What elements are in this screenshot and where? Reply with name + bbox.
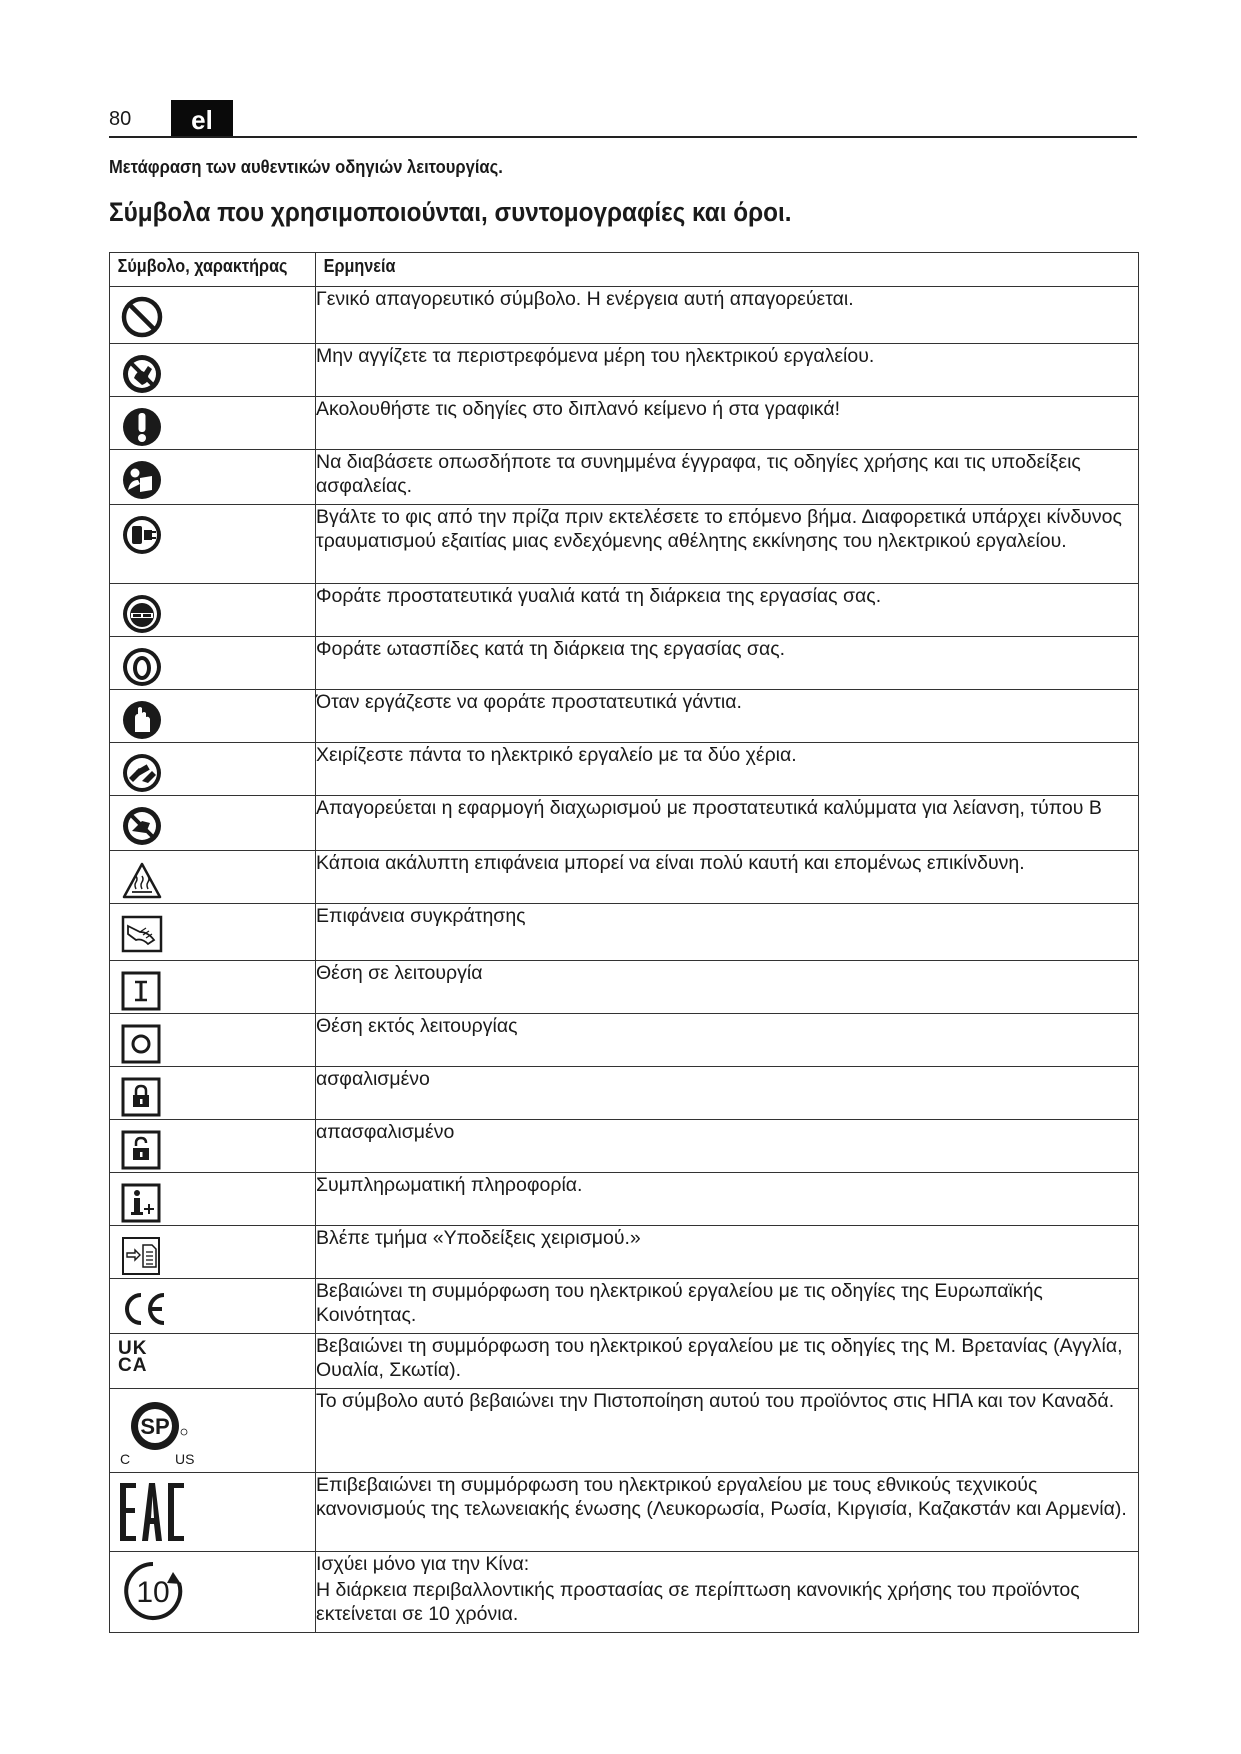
row-text: Γενικό απαγορευτικό σύμβολο. Η ενέργεια αυτή απαγορεύεται. [316,287,1139,344]
row-text: Μην αγγίζετε τα περιστρεφόμενα μέρη του ηλεκτρικού εργαλείου. [316,344,1139,397]
table-header-row [110,253,1139,287]
row-text: ασφαλισμένο [316,1067,1139,1120]
document-subtitle: Μετάφραση των αυθεντικών οδηγιών λειτουργίας. [109,157,503,177]
row-text: απασφαλισμένο [316,1120,1139,1173]
table-row [110,851,1139,904]
svg-text:SP: SP [140,1414,170,1439]
header-symbol: Σύμβολο, χαρακτήρας [110,253,295,287]
row-text: Συμπληρωματική πληροφορία. [316,1173,1139,1226]
table-row [110,1334,1139,1389]
table-row [110,584,1139,637]
row-text: Φοράτε προστατευτικά γυαλιά κατά τη διάρκεια της εργασίας σας. [316,584,1139,637]
gloves-icon [120,698,164,742]
prohibition-icon [120,295,164,339]
table-row [110,1014,1139,1067]
language-tab: el [171,100,233,138]
table-row [110,690,1139,743]
symbols-table [109,252,1139,1633]
header-rule [109,136,1137,138]
table-row [110,796,1139,851]
row-text: Βεβαιώνει τη συμμόρφωση του ηλεκτρικού εργαλείου με τις οδηγίες της Ευρωπαϊκής Κοινότητας. [316,1279,1139,1334]
table-row [110,1279,1139,1334]
table-row [110,344,1139,397]
table-row [110,743,1139,796]
row-text: Ισχύει μόνο για την Κίνα: Η διάρκεια περιβαλλοντικής προστασίας σε περίπτωση κανονικής χρήσης του προϊόντος εκτείνεται σε 10 χρόνια. [316,1552,1139,1633]
row-text: Να διαβάσετε οπωσδήποτε τα συνημμένα έγγραφα, τις οδηγίες χρήσης και τις υποδείξεις ασφαλείας. [316,450,1139,505]
info-plus-icon [120,1181,164,1225]
table-row [110,287,1139,344]
china-rohs-10-icon [118,1558,188,1624]
row-text: Θέση σε λειτουργία [316,961,1139,1014]
table-row [110,1552,1139,1633]
row-text: Ακολουθήστε τις οδηγίες στο διπλανό κείμενο ή στα γραφικά! [316,397,1139,450]
read-manual-icon [120,458,164,502]
table-row [110,505,1139,584]
row-text: Κάποια ακάλυπτη επιφάνεια μπορεί να είναι πολύ καυτή και επομένως επικίνδυνη. [316,851,1139,904]
locked-icon [120,1075,164,1119]
hot-surface-icon [120,859,164,903]
ce-mark-icon [120,1287,170,1331]
ukca-mark-icon: UK CA [118,1338,148,1376]
row-text: Επιφάνεια συγκράτησης [316,904,1139,961]
table-row [110,637,1139,690]
page-number: 80 [109,108,132,130]
row-text: Όταν εργάζεστε να φοράτε προστατευτικά γάντια. [316,690,1139,743]
two-hands-icon [120,751,164,795]
page-header [109,100,1137,138]
row-text: Βεβαιώνει τη συμμόρφωση του ηλεκτρικού εργαλείου με τις οδηγίες της Μ. Βρετανίας (Αγγλία, Ουαλία, Σκωτία). [316,1334,1139,1389]
svg-text:10: 10 [136,1576,170,1609]
no-touch-rotating-parts-icon [120,352,164,396]
grip-surface-icon [120,912,164,956]
table-row [110,904,1139,961]
row-text: Βγάλτε το φις από την πρίζα πριν εκτελέσετε το επόμενο βήμα. Διαφορετικά υπάρχει κίνδυνος τραυματισμού εξαιτίας μιας ενδεχόμενης αθέλητης εκκίνησης του ηλεκτρικού εργαλείου. [316,505,1139,584]
unlocked-icon [120,1128,164,1172]
table-row [110,1173,1139,1226]
table-row [110,397,1139,450]
warning-exclamation-icon [120,405,164,449]
table-row [110,1120,1139,1173]
row-text: Το σύμβολο αυτό βεβαιώνει την Πιστοποίηση αυτού του προϊόντος στις ΗΠΑ και τον Καναδά. [316,1389,1139,1473]
row-text: Θέση εκτός λειτουργίας [316,1014,1139,1067]
row-text: Φοράτε ωτασπίδες κατά τη διάρκεια της εργασίας σας. [316,637,1139,690]
table-row [110,450,1139,505]
row-text: Βλέπε τμήμα «Υποδείξεις χειρισμού.» [316,1226,1139,1279]
row-text: Χειρίζεστε πάντα το ηλεκτρικό εργαλείο με τα δύο χέρια. [316,743,1139,796]
table-row [110,1473,1139,1552]
row-text: Απαγορεύεται η εφαρμογή διαχωρισμού με προστατευτικά καλύμματα για λείανση, τύπου Β [316,796,1139,851]
table-row [110,1389,1139,1473]
eac-mark-icon [118,1479,188,1545]
unplug-icon [120,513,164,557]
csa-mark-icon: SP C US [110,1389,315,1469]
see-section-icon [120,1234,164,1278]
switch-off-icon [120,1022,164,1066]
safety-goggles-icon [120,592,164,636]
table-row [110,961,1139,1014]
header-meaning: Ερμηνεία [316,253,1057,287]
no-cutting-guard-icon [120,804,164,848]
row-text: Επιβεβαιώνει τη συμμόρφωση του ηλεκτρικού εργαλείου με τους εθνικούς τεχνικούς κανονισμούς της τελωνειακής ένωσης (Λευκορωσία, Ρωσία, Κιργισία, Καζακστάν και Αρμενία). [316,1473,1139,1552]
table-row [110,1067,1139,1120]
switch-on-icon [120,969,164,1013]
section-title: Σύμβολα που χρησιμοποιούνται, συντομογραφίες και όροι. [109,197,792,227]
table-row [110,1226,1139,1279]
ear-protection-icon [120,645,164,689]
